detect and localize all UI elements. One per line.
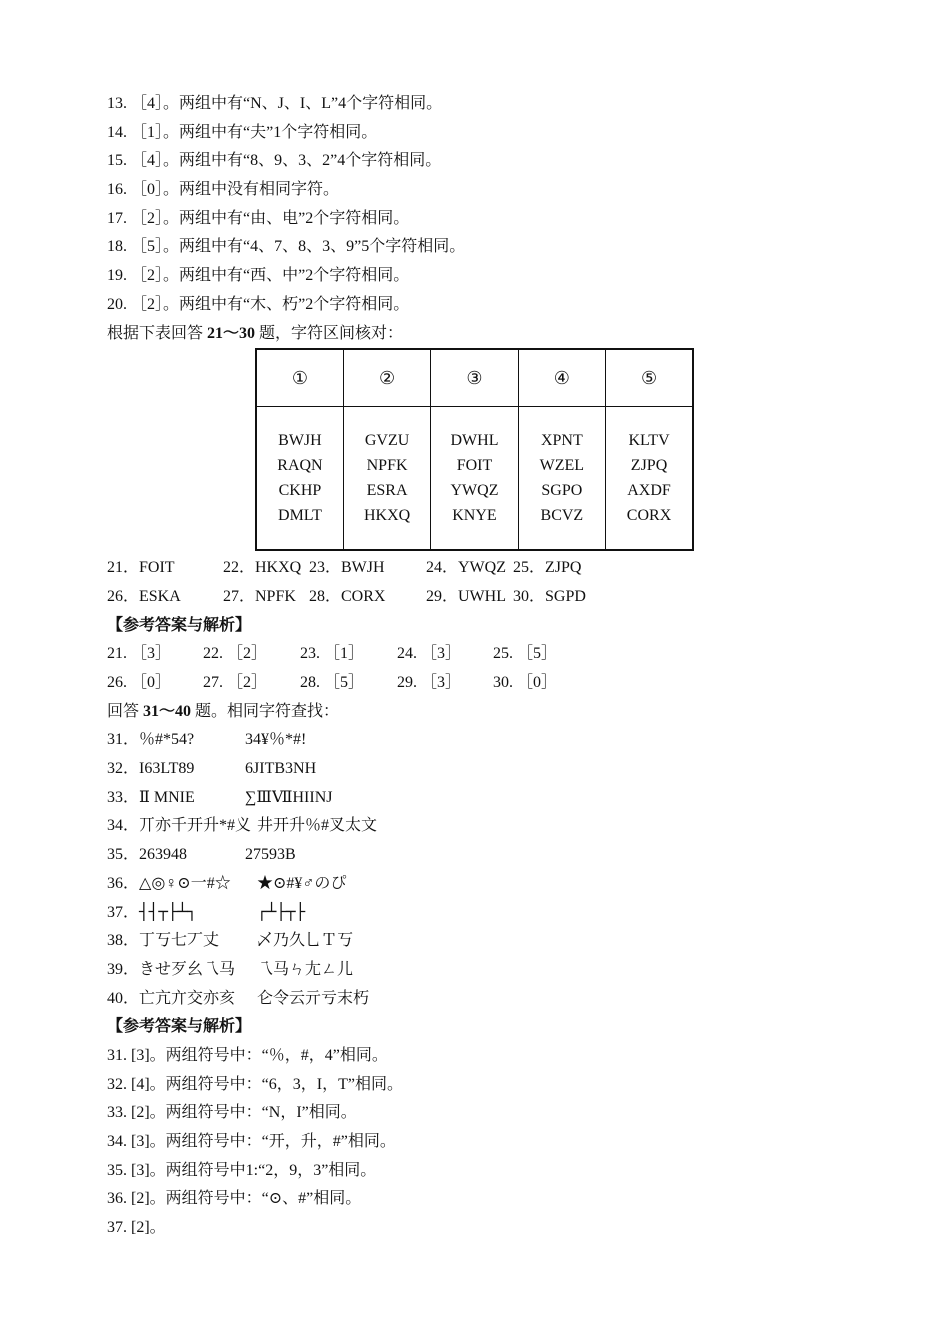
question-item: 21．FOIT xyxy=(107,559,175,577)
symbol-group-a: 丁丂七丆丈 xyxy=(139,932,220,950)
symbol-group-b: 27593B xyxy=(245,846,296,864)
table-header-cell: ③ xyxy=(431,349,518,407)
answer-heading: 【参考答案与解析】 xyxy=(107,616,252,634)
symbol-question xyxy=(107,726,867,755)
cell-text: XPNT xyxy=(540,432,583,450)
symbol-group-a: 263948 xyxy=(139,846,188,864)
cell-text: DMLT xyxy=(278,507,322,525)
intro-text: 回答 xyxy=(107,702,144,720)
answer-heading: 【参考答案与解析】 xyxy=(107,1018,252,1036)
question-number: 40． xyxy=(107,989,140,1007)
answer-item: 29. ［3］ xyxy=(397,673,462,691)
intro-range: 21～30 xyxy=(207,324,256,342)
question-row-26-30 xyxy=(107,583,867,612)
cell-text: AXDF xyxy=(627,482,671,500)
answer-line: 31. [3]。两组符号中：“％，#，4”相同。 xyxy=(107,1046,388,1064)
answers-31-37 xyxy=(107,1042,867,1243)
question-item: 30．SGPD xyxy=(513,587,586,605)
intro-text: 题。相同字符查找： xyxy=(191,702,340,720)
character-range-table xyxy=(255,348,694,551)
symbol-group-b: 乁马ㄣ尢ㄥ儿 xyxy=(257,960,354,978)
question-number: 33． xyxy=(107,788,140,806)
question-item: 25．ZJPQ xyxy=(513,559,582,577)
answer-line: 32. [4]。两组符号中：“6，3，I，T”相同。 xyxy=(107,1075,403,1093)
answer-item: 26. ［0］ xyxy=(107,673,172,691)
question-item: 24．YWQZ xyxy=(426,559,506,577)
answer-item: 25. ［5］ xyxy=(493,645,558,663)
answer-line: 35. [3]。两组符号中1:“2，9，3”相同。 xyxy=(107,1161,377,1179)
intro-text: 根据下表回答 xyxy=(107,324,208,342)
table-header-row xyxy=(256,349,693,407)
cell-text: WZEL xyxy=(539,457,585,475)
question-item: 26．ESKA xyxy=(107,587,181,605)
cell-text: DWHL xyxy=(450,432,499,450)
question-row-21-25 xyxy=(107,554,867,583)
question-number: 39． xyxy=(107,960,140,978)
cell-text: HKXQ xyxy=(363,507,411,525)
question-item: 29．UWHL xyxy=(426,587,506,605)
answer-item: 30. ［0］ xyxy=(493,673,558,691)
table-cell xyxy=(518,407,605,551)
symbol-question xyxy=(107,755,867,784)
table-cell xyxy=(256,407,343,551)
symbol-group-a: △◎♀⊙一#☆ xyxy=(139,874,231,892)
question-number: 31． xyxy=(107,731,140,749)
cell-text: BWJH xyxy=(278,432,322,450)
answer-line: 14. ［1］。两组中有“夫”1个字符相同。 xyxy=(107,123,378,141)
intro-range: 31～40 xyxy=(143,702,192,720)
table-cell xyxy=(606,407,693,551)
cell-text: GVZU xyxy=(364,432,410,450)
intro-text: 题，字符区间核对： xyxy=(255,324,404,342)
symbol-group-a: 亡亢亣交亦亥 xyxy=(139,989,236,1007)
cell-text: YWQZ xyxy=(450,482,499,500)
answer-item: 28. ［5］ xyxy=(300,673,365,691)
cell-text: KNYE xyxy=(452,507,497,525)
questions-31-40 xyxy=(107,726,867,1013)
answers-13-20 xyxy=(107,90,867,320)
question-number: 32． xyxy=(107,760,140,777)
question-number: 35． xyxy=(107,846,140,864)
symbol-question xyxy=(107,927,867,956)
table-header-cell: ⑤ xyxy=(606,349,693,407)
symbol-question xyxy=(107,985,867,1014)
answer-line: 13. ［4］。两组中有“N、J、I、L”4个字符相同。 xyxy=(107,95,443,112)
symbol-question xyxy=(107,956,867,985)
answer-item: 23. ［1］ xyxy=(300,645,365,663)
intro-31-40 xyxy=(107,698,867,727)
table-body-row xyxy=(256,407,693,551)
symbol-group-a: I63LT89 xyxy=(139,760,195,777)
symbol-question xyxy=(107,812,867,841)
symbol-group-b: 乄乃久乚Ｔ丂 xyxy=(257,932,354,950)
symbol-group-b: ★⊙#¥♂のぴ xyxy=(257,874,347,892)
answer-item: 27. ［2］ xyxy=(203,673,268,691)
cell-text: ESRA xyxy=(366,482,408,500)
question-number: 36． xyxy=(107,874,140,892)
table-cell xyxy=(343,407,430,551)
intro-21-30 xyxy=(107,320,867,349)
answer-line: 33. [2]。两组符号中：“N，I”相同。 xyxy=(107,1104,357,1122)
question-number: 37． xyxy=(107,904,140,922)
answer-line: 18. ［5］。两组中有“4、7、8、3、9”5个字符相同。 xyxy=(107,238,466,256)
symbol-group-b: ┌┴├┬├ xyxy=(257,902,306,922)
answer-line: 20. ［2］。两组中有“木、朽”2个字符相同。 xyxy=(107,295,410,313)
answer-line: 36. [2]。两组符号中：“⊙、#”相同。 xyxy=(107,1190,362,1208)
table-header-cell: ① xyxy=(256,349,343,407)
answer-line: 37. [2]。 xyxy=(107,1219,166,1236)
question-item: 27．NPFK xyxy=(223,587,296,605)
table-header-cell: ④ xyxy=(518,349,605,407)
answer-item: 21. ［3］ xyxy=(107,645,172,663)
answer-item: 22. ［2］ xyxy=(203,645,268,663)
answer-line: 16. ［0］。两组中没有相同字符。 xyxy=(107,181,340,199)
question-item: 23．BWJH xyxy=(309,559,385,577)
cell-text: KLTV xyxy=(628,432,670,450)
symbol-question xyxy=(107,841,867,870)
symbol-question xyxy=(107,784,867,813)
symbol-question xyxy=(107,870,867,899)
symbol-group-b: ∑ⅢⅦHIINJ xyxy=(245,788,333,806)
symbol-group-b: 34¥％*#! xyxy=(245,731,307,749)
cell-text: SGPO xyxy=(541,482,583,500)
symbol-group-a: ％#*54? xyxy=(139,731,195,749)
question-item: 28．CORX xyxy=(309,587,386,605)
symbol-group-a: Ⅱ MNIE xyxy=(139,788,195,806)
symbol-group-b: 6JITB3NH xyxy=(245,760,317,777)
answer-line: 34. [3]。两组符号中：“开，升，#”相同。 xyxy=(107,1132,396,1150)
question-item: 22．HKXQ xyxy=(223,559,302,577)
cell-text: RAQN xyxy=(277,457,323,475)
document-page xyxy=(107,90,867,1243)
cell-text: FOIT xyxy=(456,457,493,475)
answer-row-26-30 xyxy=(107,669,867,698)
symbol-group-b: 井开升％#叉太文 xyxy=(257,817,378,835)
symbol-group-a: きせ歹幺乁马 xyxy=(139,960,236,978)
answer-line: 17. ［2］。两组中有“由、电”2个字符相同。 xyxy=(107,209,410,227)
cell-text: BCVZ xyxy=(540,507,584,525)
symbol-question xyxy=(107,898,867,927)
answer-line: 19. ［2］。两组中有“西、中”2个字符相同。 xyxy=(107,267,410,285)
answer-line: 15. ［4］。两组中有“8、9、3、2”4个字符相同。 xyxy=(107,152,442,170)
symbol-group-a: 丌亦千开升*#义 xyxy=(139,817,252,835)
symbol-group-a: ┤┤┬├┴┐ xyxy=(139,902,197,922)
cell-text: NPFK xyxy=(366,457,408,475)
cell-text: ZJPQ xyxy=(630,457,668,475)
cell-text: CORX xyxy=(626,507,672,525)
question-number: 38． xyxy=(107,932,140,950)
table-wrapper xyxy=(255,348,867,554)
symbol-group-b: 仑令云亓亏末朽 xyxy=(257,989,370,1007)
cell-text: CKHP xyxy=(278,482,322,500)
question-number: 34． xyxy=(107,817,140,835)
table-cell xyxy=(431,407,518,551)
answer-item: 24. ［3］ xyxy=(397,645,462,663)
answer-row-21-25 xyxy=(107,640,867,669)
table-header-cell: ② xyxy=(343,349,430,407)
